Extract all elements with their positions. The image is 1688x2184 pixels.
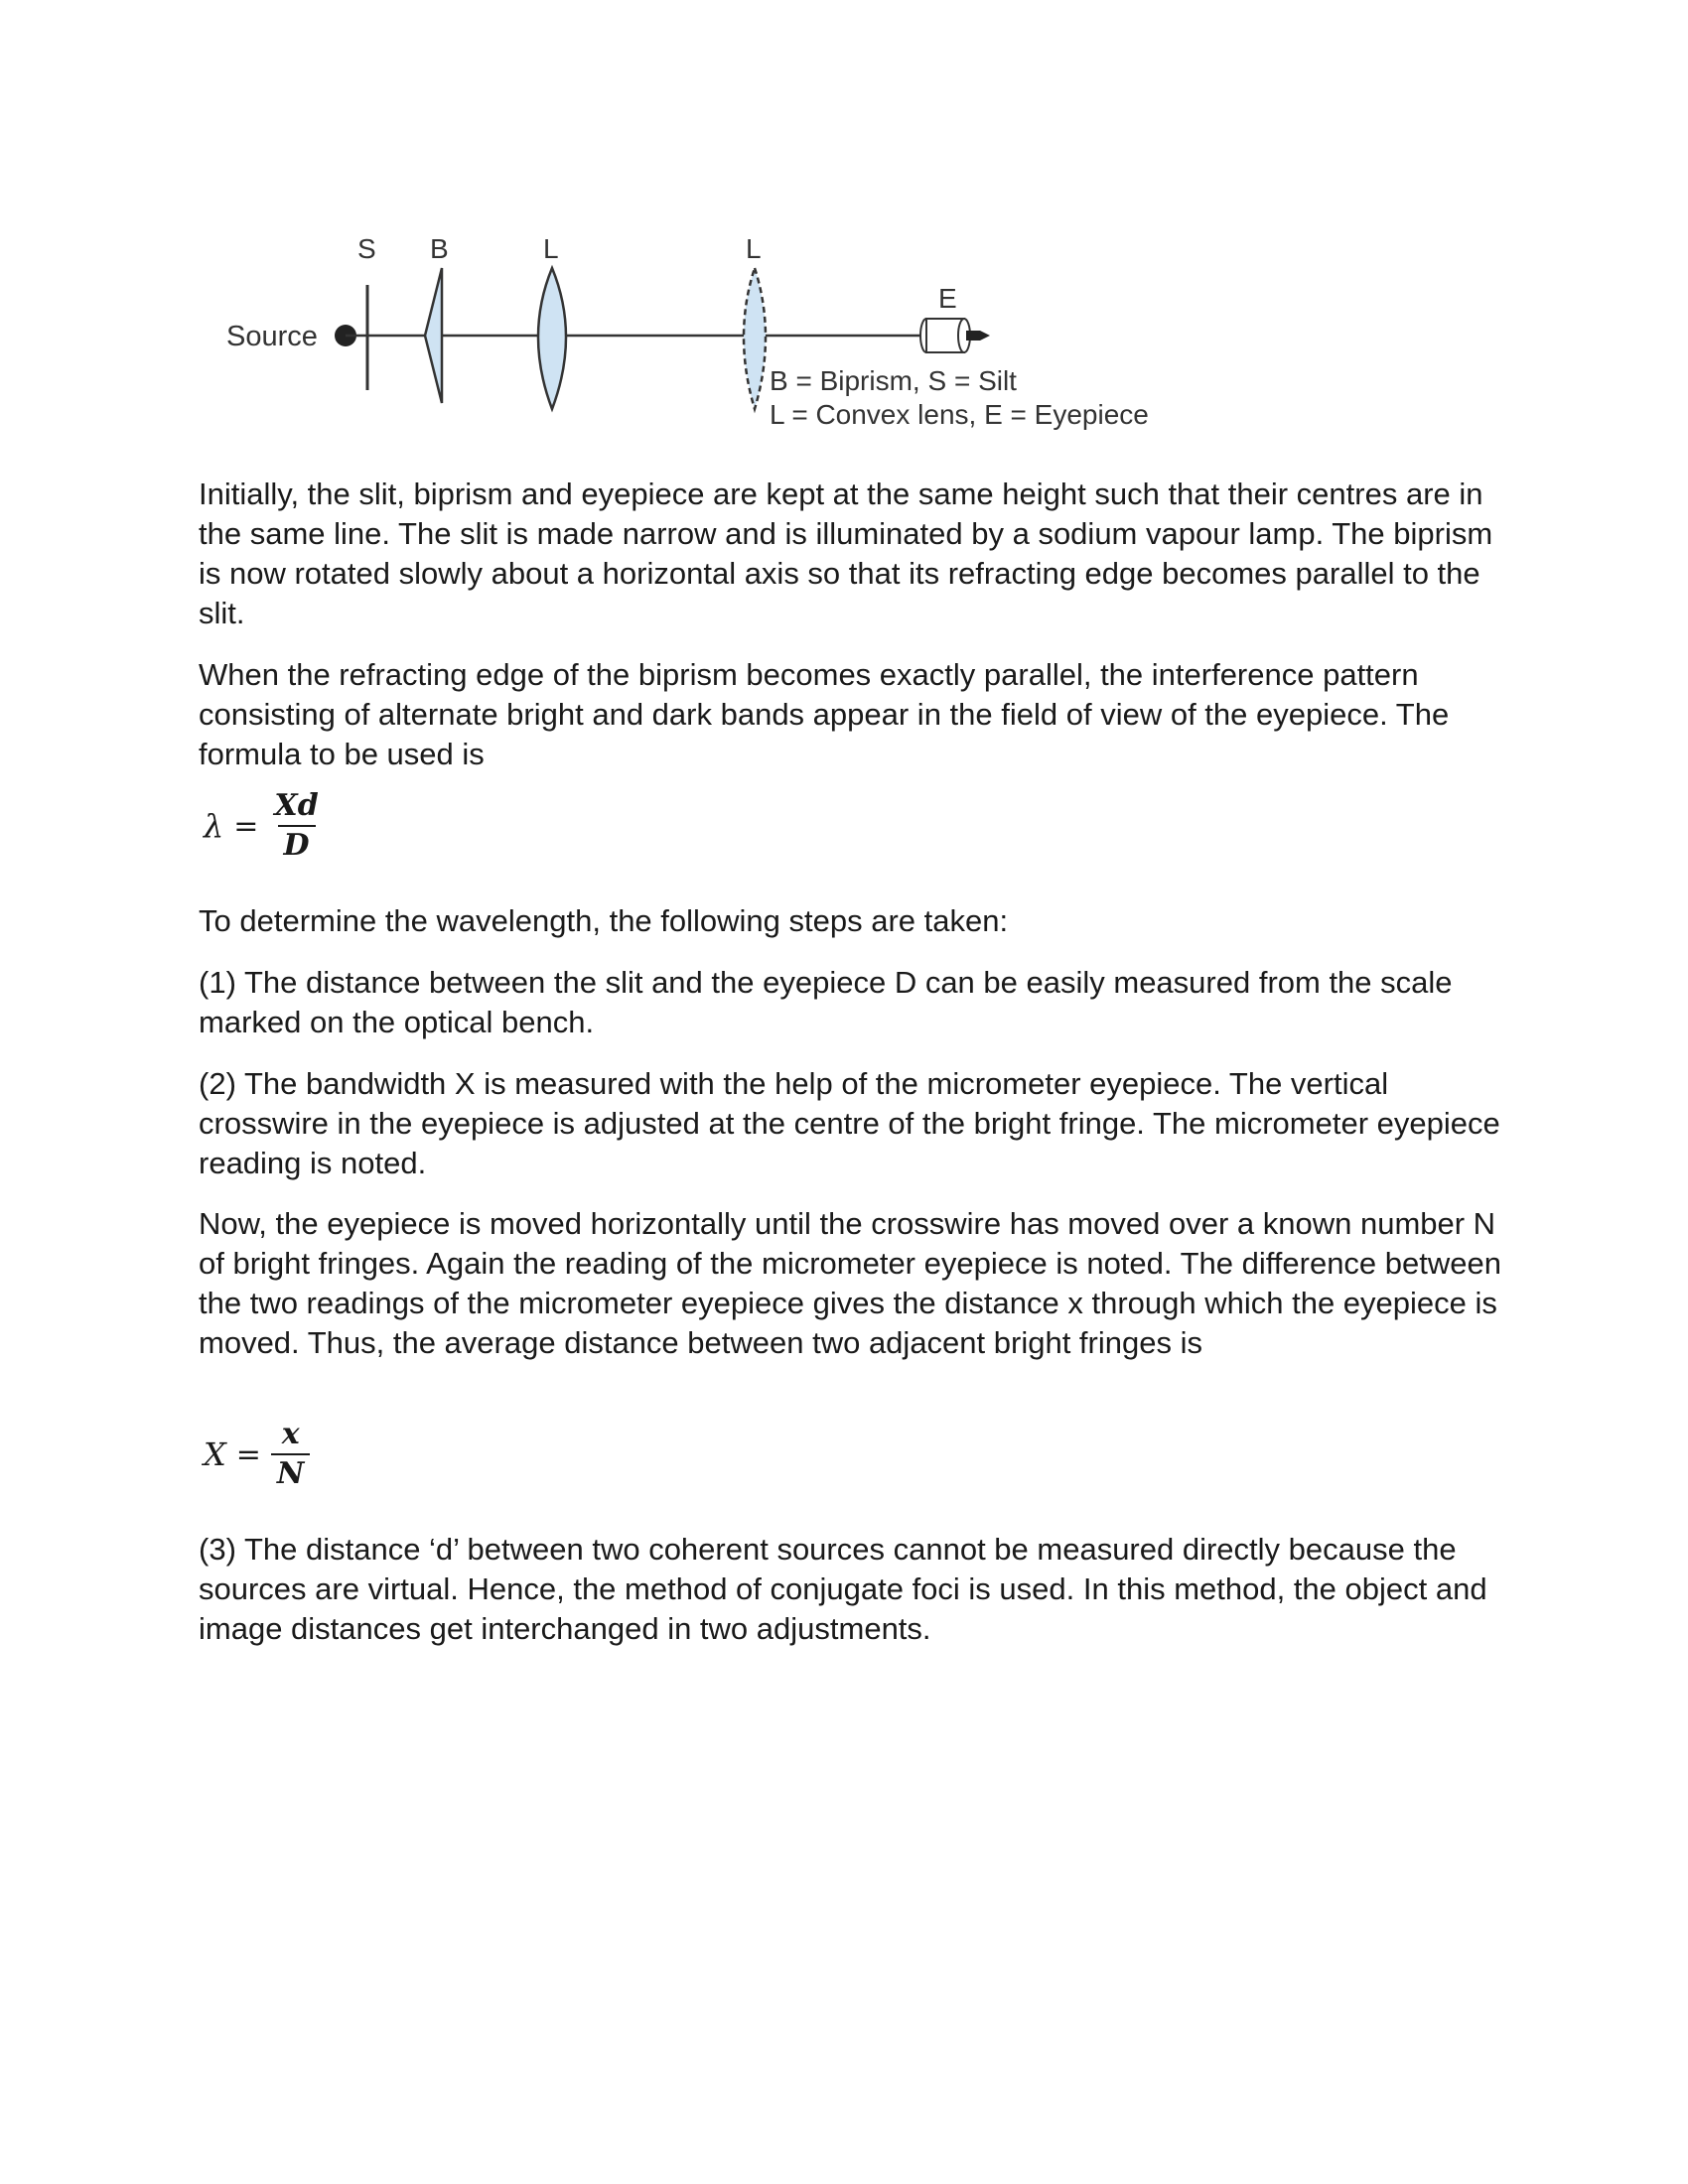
convex-lens-2 xyxy=(744,268,766,409)
slit-label: S xyxy=(357,233,376,264)
optical-bench-diagram xyxy=(0,0,1688,457)
formula-denominator: D xyxy=(278,825,316,863)
bandwidth-formula xyxy=(204,1418,310,1491)
formula-lhs: λ xyxy=(204,807,224,845)
eyepiece-label: E xyxy=(938,283,957,314)
formula-fraction xyxy=(268,789,324,863)
formula-lhs: X xyxy=(204,1435,226,1473)
formula-numerator: x xyxy=(281,1417,300,1451)
paragraph-fringe-count: Now, the eyepiece is moved horizontally until the crosswire has moved over a known number N of bright fringes. Again the reading of the micrometer eyepiece is noted. The difference between the two readings of the micrometer eyepiece gives the distance x through which the eyepiece is moved. Thus, the average distance between two adjacent bright fringes is xyxy=(199,1206,1501,1360)
lens2-label: L xyxy=(746,233,762,264)
source-label: Source xyxy=(226,321,318,352)
paragraph-step-2: (2) The bandwidth X is measured with the help of the micrometer eyepiece. The vertical crosswire in the eyepiece is adjusted at the centre of the bright fringe. The micrometer eyepiece reading is noted. xyxy=(199,1066,1500,1180)
formula-fraction xyxy=(271,1418,310,1491)
paragraph-interference: When the refracting edge of the biprism becomes exactly parallel, the interference pattern consisting of alternate bright and dark bands appear in the field of view of the eyepiece. The formula to be used is xyxy=(199,657,1450,771)
eyepiece xyxy=(920,319,990,352)
biprism xyxy=(425,268,442,403)
paragraph-steps-intro: To determine the wavelength, the following steps are taken: xyxy=(199,903,1009,938)
wavelength-formula xyxy=(204,789,325,863)
convex-lens-1 xyxy=(538,268,566,409)
paragraph-setup: Initially, the slit, biprism and eyepiece are kept at the same height such that their centres are in the same line. The slit is made narrow and is illuminated by a sodium vapour lamp. The biprism is now rotated slowly about a horizontal axis so that its refracting edge becomes parallel to the slit. xyxy=(199,477,1493,630)
paragraph-step-3: (3) The distance ‘d’ between two coherent sources cannot be measured directly because the sources are virtual. Hence, the method of conjugate foci is used. In this method, the object and image distances get interchanged in two adjustments. xyxy=(199,1532,1487,1646)
paragraph-step-1: (1) The distance between the slit and the eyepiece D can be easily measured from the scale marked on the optical bench. xyxy=(199,965,1453,1039)
biprism-label: B xyxy=(430,233,449,264)
legend-line-2: L = Convex lens, E = Eyepiece xyxy=(770,399,1149,430)
formula-equals: = xyxy=(235,1436,261,1472)
formula-equals: = xyxy=(233,808,259,844)
formula-denominator: N xyxy=(271,1453,310,1491)
formula-numerator: Xd xyxy=(274,788,319,823)
lens1-label: L xyxy=(543,233,559,264)
legend-line-1: B = Biprism, S = Silt xyxy=(770,365,1017,396)
